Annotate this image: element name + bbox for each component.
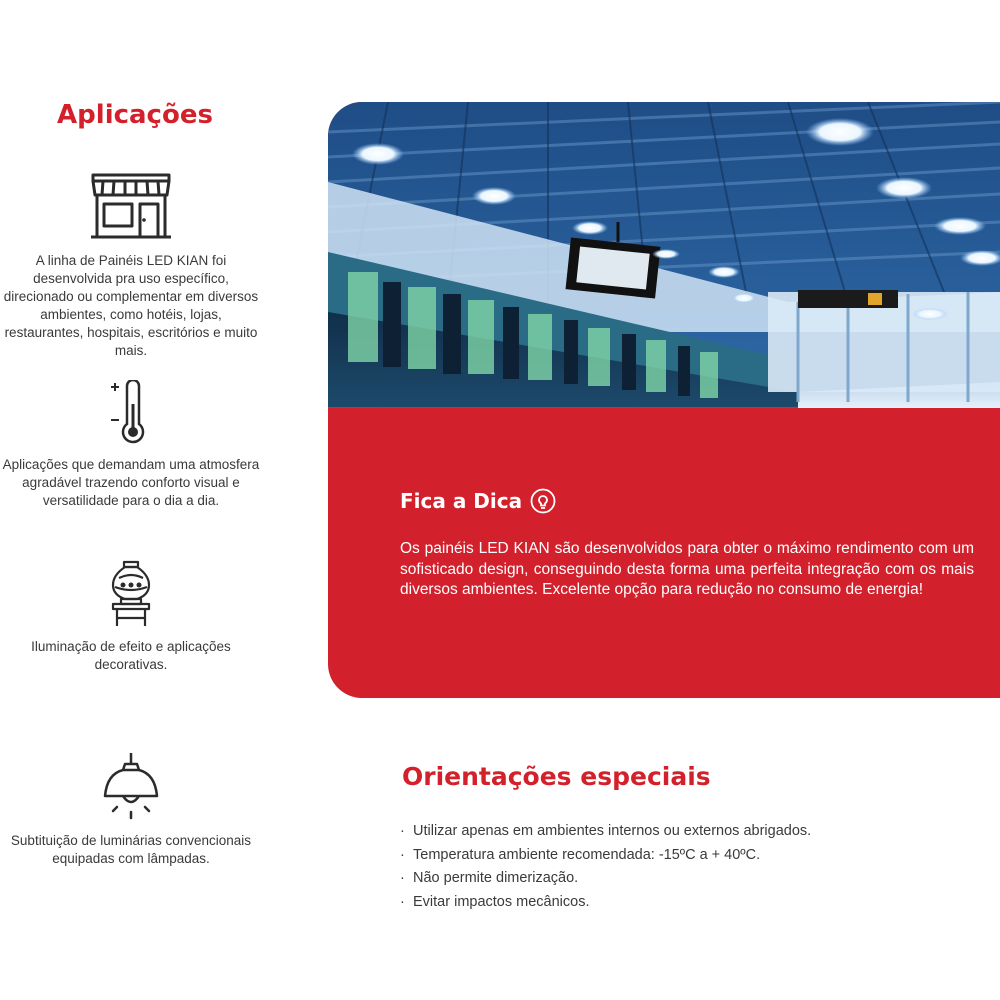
application-text-stores: A linha de Painéis LED KIAN foi desenvolvida pra uso específico, direcionado ou complementar em diversos ambientes, como hotéis, lojas, restaurantes, hospitais, escritórios e muito mais. — [3, 253, 259, 358]
bullet: · — [400, 870, 405, 886]
lightbulb-icon — [530, 488, 556, 514]
list-item: · Temperatura ambiente recomendada: -15ºC a + 40ºC. — [400, 844, 811, 868]
application-text-replacement: Subtituição de luminárias convencionais equipadas com lâmpadas. — [10, 833, 252, 866]
list-item: · Utilizar apenas em ambientes internos ou externos abrigados. — [400, 820, 811, 844]
applications-column — [0, 0, 270, 1000]
applications-title: Aplicações — [57, 100, 213, 130]
tip-title — [400, 488, 556, 514]
application-text-comfort: Aplicações que demandam uma atmosfera agradável trazendo conforto visual e versatilidade para o dia a dia. — [2, 457, 260, 508]
tip-title-text: Fica a Dica — [400, 489, 523, 513]
bullet: · — [400, 846, 405, 863]
list-item: · Evitar impactos mecânicos. — [400, 891, 811, 915]
list-item: · Não permite dimerização. — [400, 867, 811, 891]
application-item-decorative — [0, 560, 262, 674]
application-item-stores — [0, 172, 262, 360]
special-guidelines-list — [400, 820, 811, 914]
application-item-replacement — [0, 752, 262, 868]
subway-station-photo — [328, 102, 1000, 408]
thermometer-icon — [109, 380, 153, 446]
bullet: · — [400, 823, 405, 839]
pendant-lamp-icon — [103, 752, 159, 822]
storefront-icon — [90, 172, 172, 242]
decorative-vase-icon — [109, 560, 153, 628]
application-text-decorative: Iluminação de efeito e aplicações decorativas. — [31, 639, 231, 672]
tip-text: Os painéis LED KIAN são desenvolvidos para obter o máximo rendimento com um sofisticado design, conseguindo desta forma uma perfeita integração com os mais diversos ambientes. Excelente opção para redução no consumo de energia! — [400, 540, 974, 598]
application-item-comfort — [0, 380, 262, 510]
tip-card — [328, 102, 1000, 698]
special-guidelines-title: Orientações especiais — [402, 762, 711, 791]
bullet: · — [400, 893, 405, 910]
